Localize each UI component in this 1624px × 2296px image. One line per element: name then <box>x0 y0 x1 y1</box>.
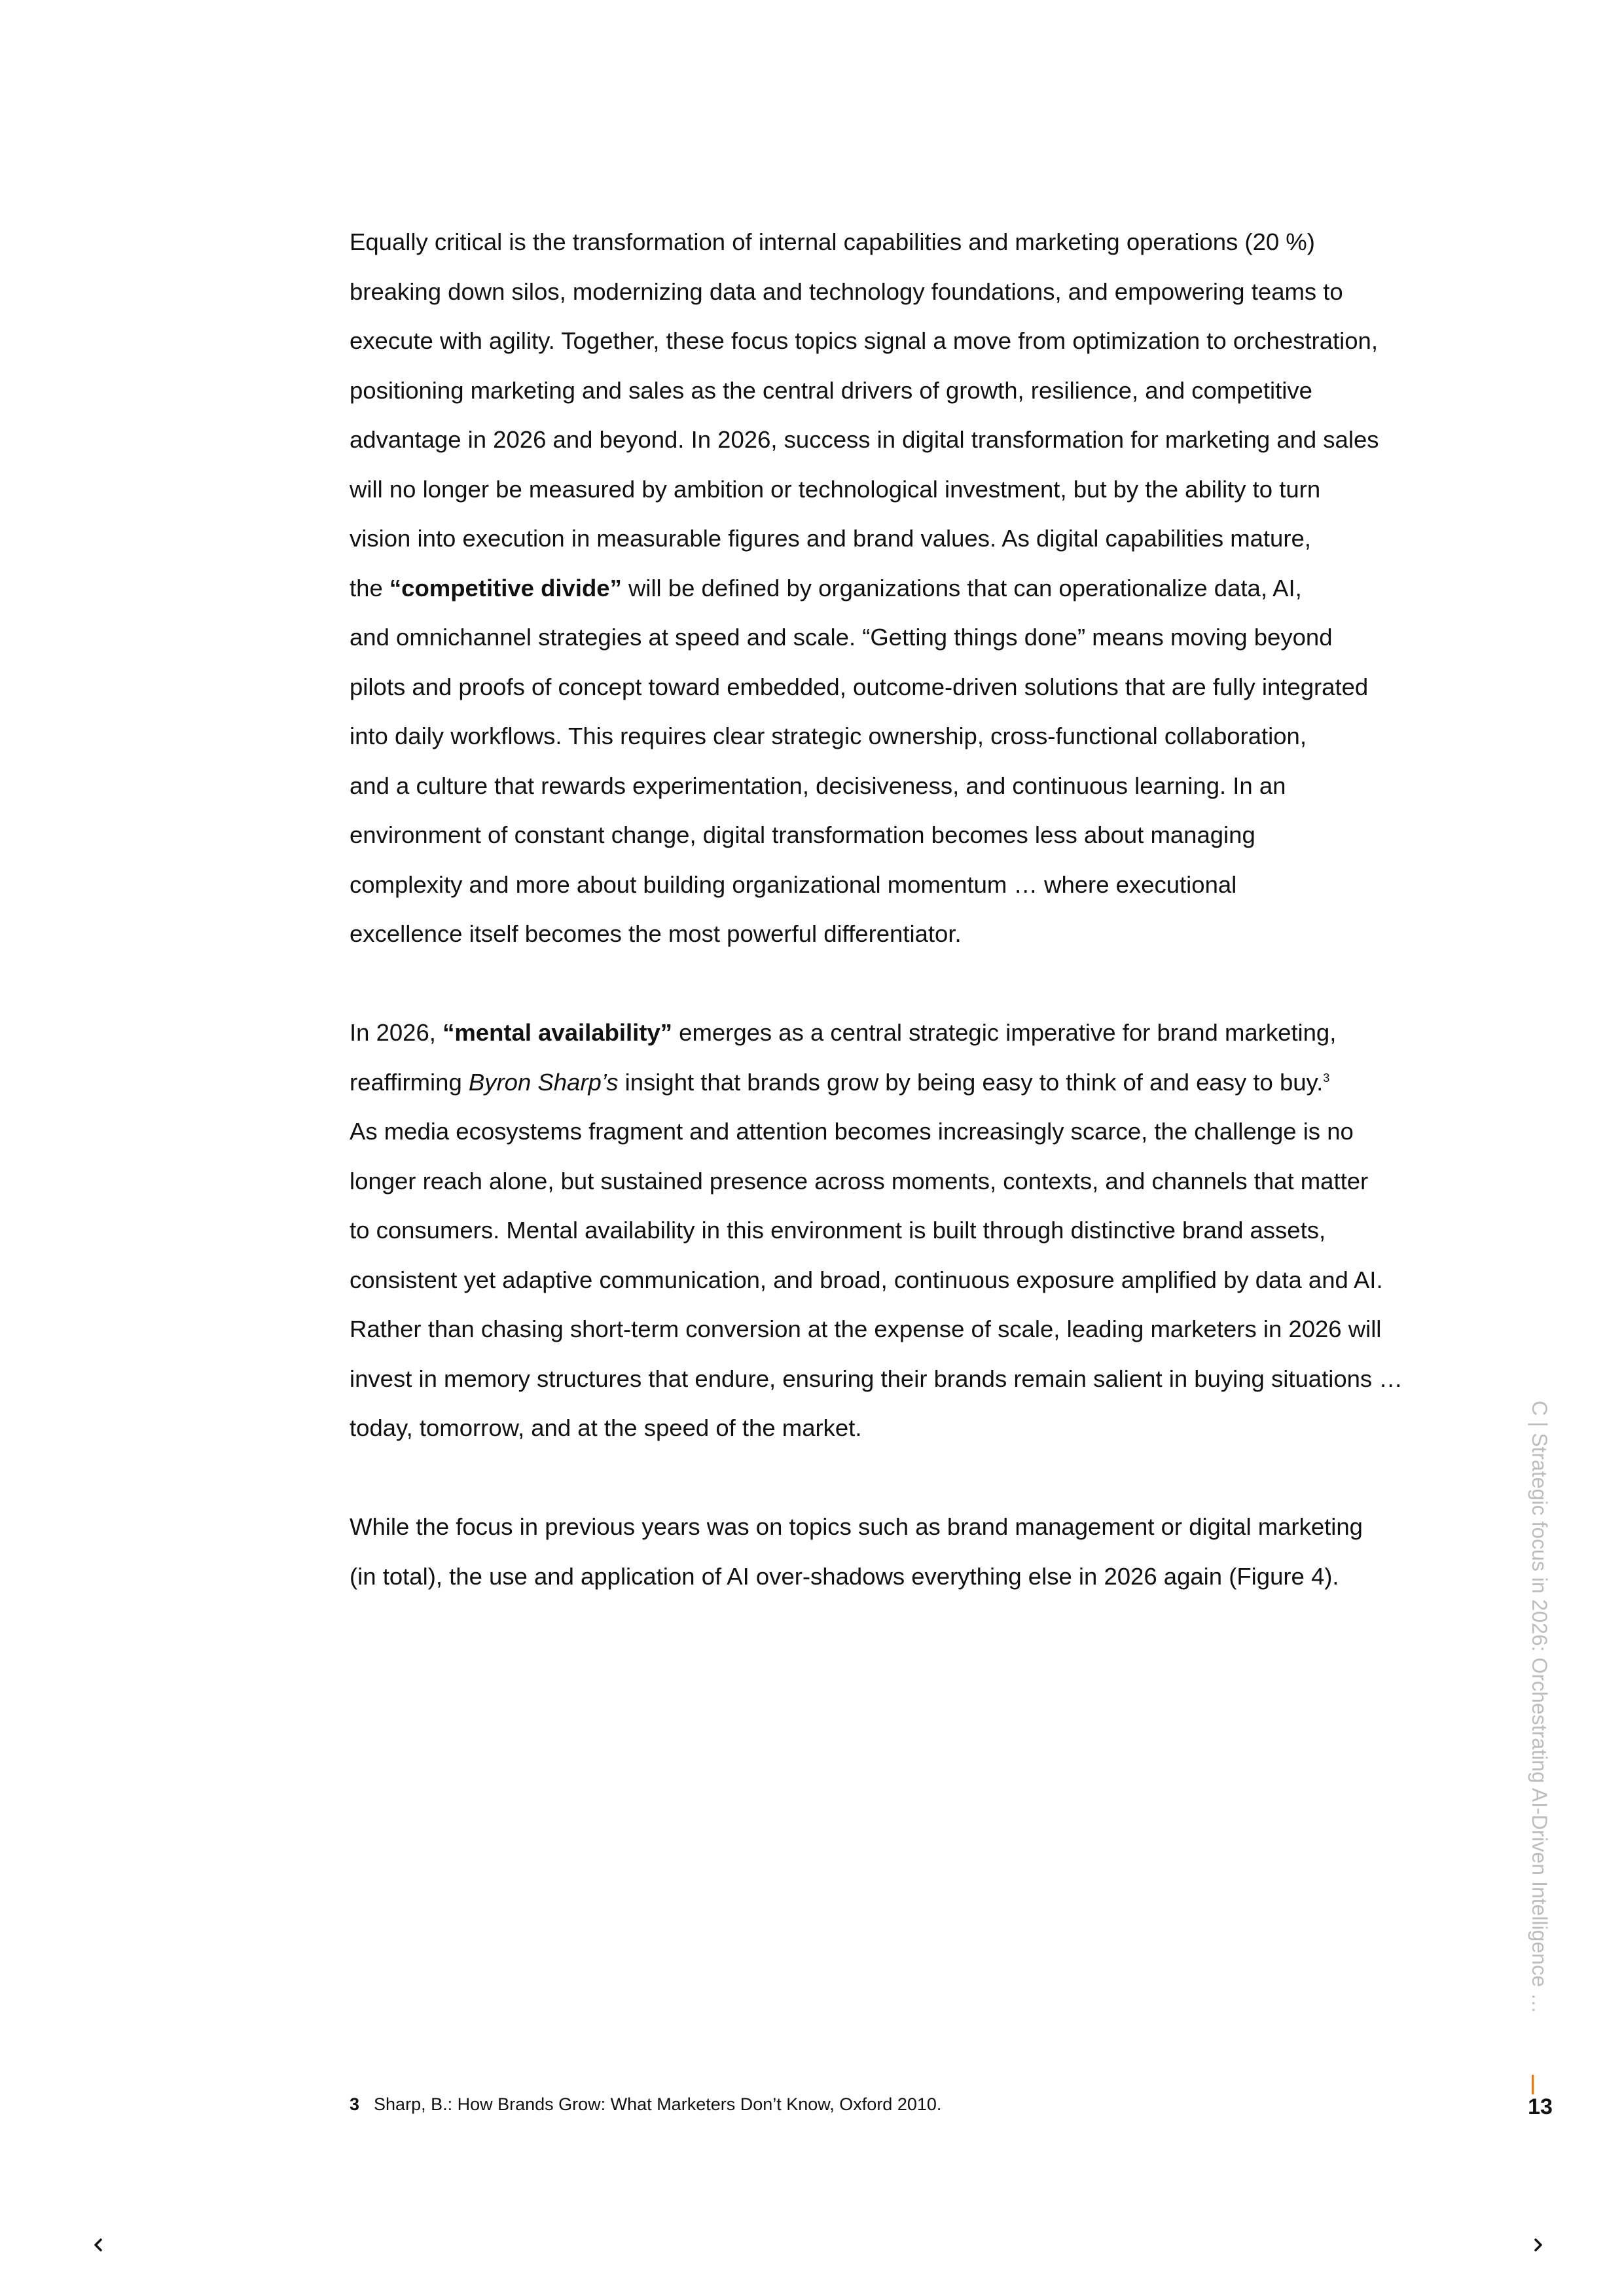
text-line: (in total), the use and application of AI over-shadows everything else in 2026 again (Figure 4). <box>350 1562 1339 1590</box>
paragraph-gap <box>350 1453 1449 1503</box>
body-text <box>350 217 1449 1601</box>
text-line: environment of constant change, digital transformation becomes less about managing <box>350 821 1255 848</box>
bold-term-competitive-divide: “competitive divide” <box>389 574 622 601</box>
text-line: vision into execution in measurable figures and brand values. As digital capabilities mature, <box>350 525 1311 552</box>
previous-page-button[interactable] <box>85 2229 111 2261</box>
bold-term-mental-availability: “mental availability” <box>442 1019 673 1046</box>
text-line: complexity and more about building organizational momentum … where executional <box>350 870 1237 898</box>
footnote-text: Sharp, B.: How Brands Grow: What Marketers Don’t Know, Oxford 2010. <box>374 2094 942 2114</box>
paragraph-1 <box>350 217 1449 959</box>
text-run: emerges as a central strategic imperative for brand marketing, <box>672 1019 1337 1046</box>
footnote <box>350 2094 941 2115</box>
text-line: into daily workflows. This requires clear strategic ownership, cross-functional collaboration, <box>350 723 1307 749</box>
text-line: execute with agility. Together, these focus topics signal a move from optimization to orchestration, <box>350 327 1378 354</box>
section-title-vertical: C | Strategic focus in 2026: Orchestrating AI-Driven Intelligence … <box>1528 1401 1551 2014</box>
text-line: today, tomorrow, and at the speed of the market. <box>350 1414 862 1441</box>
text-run: reaffirming <box>350 1068 469 1096</box>
text-line: pilots and proofs of concept toward embedded, outcome-driven solutions that are fully integrated <box>350 673 1369 700</box>
text-line: invest in memory structures that endure, ensuring their brands remain salient in buying situations … <box>350 1365 1403 1392</box>
text-line: will no longer be measured by ambition or technological investment, but by the ability to turn <box>350 475 1321 503</box>
text-line: Equally critical is the transformation of internal capabilities and marketing operations (20 %) <box>350 228 1315 255</box>
footnote-number: 3 <box>350 2094 360 2114</box>
paragraph-gap <box>350 959 1449 1009</box>
text-line <box>350 1058 1449 1107</box>
footnote-reference[interactable]: 3 <box>1323 1071 1330 1085</box>
text-line: and omnichannel strategies at speed and scale. “Getting things done” means moving beyond <box>350 624 1333 651</box>
chevron-left-icon <box>92 2237 104 2253</box>
text-line: to consumers. Mental availability in this environment is built through distinctive brand assets, <box>350 1217 1326 1244</box>
text-line: Rather than chasing short-term conversion at the expense of scale, leading marketers in 2026 will <box>350 1316 1382 1342</box>
chevron-right-icon <box>1532 2237 1544 2253</box>
text-line: While the focus in previous years was on topics such as brand management or digital marketing <box>350 1513 1363 1540</box>
text-line: positioning marketing and sales as the central drivers of growth, resilience, and competitive <box>350 376 1312 404</box>
page-number: 13 <box>1528 2094 1553 2119</box>
text-run: insight that brands grow by being easy to think of and easy to buy. <box>618 1068 1324 1096</box>
text-run: will be defined by organizations that can operationalize data, AI, <box>621 574 1302 601</box>
text-line: consistent yet adaptive communication, and broad, continuous exposure amplified by data and AI. <box>350 1266 1383 1293</box>
accent-separator <box>1532 2075 1534 2094</box>
text-line: and a culture that rewards experimentation, decisiveness, and continuous learning. In an <box>350 772 1286 799</box>
next-page-button[interactable] <box>1525 2229 1551 2261</box>
italic-name-byron-sharp: Byron Sharp’s <box>468 1068 619 1096</box>
text-line <box>350 1008 1449 1058</box>
text-run: In 2026, <box>350 1019 443 1046</box>
text-line: advantage in 2026 and beyond. In 2026, success in digital transformation for marketing and sales <box>350 426 1379 453</box>
paragraph-3 <box>350 1502 1449 1601</box>
text-line: breaking down silos, modernizing data and technology foundations, and empowering teams to <box>350 278 1343 305</box>
text-line: longer reach alone, but sustained presence across moments, contexts, and channels that matter <box>350 1167 1369 1194</box>
text-run: the <box>350 574 389 601</box>
text-line: excellence itself becomes the most powerful differentiator. <box>350 920 962 947</box>
text-line <box>350 564 1449 613</box>
text-line: As media ecosystems fragment and attention becomes increasingly scarce, the challenge is no <box>350 1118 1354 1145</box>
paragraph-2 <box>350 1008 1449 1453</box>
